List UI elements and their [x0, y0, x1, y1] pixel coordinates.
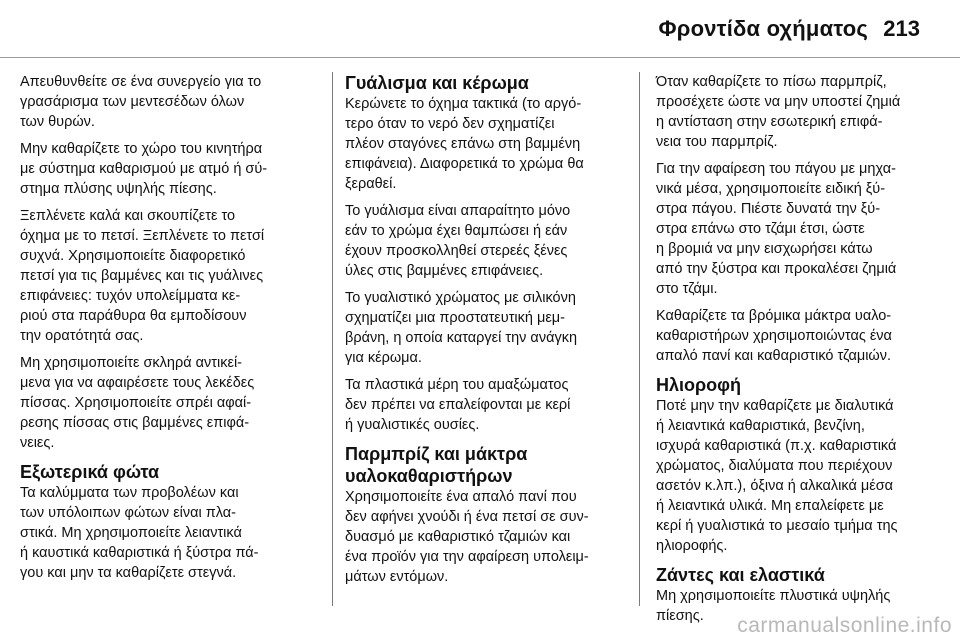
heading-sunroof: Ηλιοροφή	[656, 375, 742, 395]
paragraph-door-hinges: Απευθυνθείτε σε ένα συνεργείο για το γρασάρισμα των μεντεσέδων όλων των θυρών.	[20, 74, 262, 130]
paragraph-silicone-polish: Το γυαλιστικό χρώματος με σιλικόνη σχηματίζει μια προστατευτική μεμ- βράνη, η οποία καταργεί την ανάγκη για κέρωμα.	[345, 290, 578, 366]
page-header	[0, 0, 960, 56]
text-column-left	[20, 72, 302, 590]
heading-polishing-waxing: Γυάλισμα και κέρωμα	[345, 73, 529, 93]
paragraph-lights-covers: Τα καλύμματα των προβολέων και των υπόλοιπων φώτων είναι πλα- στικά. Μη χρησιμοποιείτε λειαντικά ή καυστικά καθαριστικά ή ξύστρα πά- γου και μην τα καθαρίζετε στεγνά.	[20, 485, 259, 581]
page-number: 213	[883, 16, 920, 41]
paragraph-engine-compartment: Μην καθαρίζετε το χώρο του κινητήρα με σύστημα καθαρισμού με ατμό ή σύ- στημα πλύσης υψηλής πίεσης.	[20, 141, 268, 197]
text-column-right	[656, 72, 946, 633]
page-title: Φροντίδα οχήματος	[658, 16, 868, 41]
paragraph-ice-scraper: Για την αφαίρεση του πάγου με μηχα- νικά μέσα, χρησιμοποιείτε ειδική ξύ- στρα πάγου. Πιέστε δυνατά την ξύ- στρα επάνω στο τζάμι έτσι, ώστε η βρομιά να μην εισχωρήσει κάτω από την ξύστρα και προκαλέσει ζημιά στο τζάμι.	[656, 161, 897, 297]
paragraph-wiper-blades: Καθαρίζετε τα βρόμικα μάκτρα υαλο- καθαριστήρων χρησιμοποιώντας ένα απαλό πανί και καθαριστικό τζαμιών.	[656, 308, 892, 364]
paragraph-tar-stains: Μη χρησιμοποιείτε σκληρά αντικεί- μενα για να αφαιρέσετε τους λεκέδες πίσσας. Χρησιμοποιείτε σπρέι αφαί- ρεσης πίσσας στις βαμμένες επιφά- νειες.	[20, 355, 255, 451]
paragraph-plastic-parts: Τα πλαστικά μέρη του αμαξώματος δεν πρέπει να επαλείφονται με κερί ή γυαλιστικές ουσίες.	[345, 377, 571, 433]
heading-exterior-lights: Εξωτερικά φώτα	[20, 462, 160, 482]
column-divider-1	[332, 72, 333, 606]
column-divider-2	[639, 72, 640, 606]
paragraph-rear-window: Όταν καθαρίζετε το πίσω παρμπρίζ, προσέχετε ώστε να μην υποστεί ζημιά η αντίσταση στην εσωτερική επιφά- νεια του παρμπρίζ.	[656, 74, 901, 150]
watermark: carmanualsonline.info	[737, 614, 952, 637]
heading-windows-wipers: Παρμπρίζ και μάκτρα υαλοκαθαριστήρων	[345, 444, 528, 486]
paragraph-polishing: Το γυάλισμα είναι απαραίτητο μόνο εάν το χρώμα έχει θαμπώσει ή εάν έχουν προσκολληθεί στερεές ξένες ύλες στις βαμμένες επιφάνειες.	[345, 203, 571, 279]
text-column-middle	[345, 72, 629, 594]
header-divider	[0, 57, 960, 58]
heading-wheels-tyres: Ζάντες και ελαστικά	[656, 565, 825, 585]
paragraph-sunroof-care: Ποτέ μην την καθαρίζετε με διαλυτικά ή λειαντικά καθαριστικά, βενζίνη, ισχυρά καθαριστικά (π.χ. καθαριστικά χρώματος, διαλύματα που περιέχουν ασετόν κ.λπ.), όξινα ή αλκαλικά μέσα ή λειαντικά υλικά. Μη επαλείφετε με κερί ή γυαλιστικά το μεσαίο τμήμα της ηλιοροφής.	[656, 398, 898, 554]
paragraph-wheels-pressure: Μη χρησιμοποιείτε πλυστικά υψηλής πίεσης.	[656, 588, 891, 624]
paragraph-waxing: Κερώνετε το όχημα τακτικά (το αργό- τερο όταν το νερό δεν σχηματίζει πλέον σταγόνες επάνω στη βαμμένη επιφάνεια). Διαφορετικά το χρώμα θα ξεραθεί.	[345, 96, 584, 192]
paragraph-windows-cloth: Χρησιμοποιείτε ένα απαλό πανί που δεν αφήνει χνούδι ή ένα πετσί σε συν- δυασμό με καθαριστικό τζαμιών και ένα προϊόν για την αφαίρεση υπολειμ- μάτων εντόμων.	[345, 489, 589, 585]
paragraph-rinse-chamois: Ξεπλένετε καλά και σκουπίζετε το όχημα με το πετσί. Ξεπλένετε το πετσί συχνά. Χρησιμοποιείτε διαφορετικό πετσί για τις βαμμένες και τις γυάλινες επιφάνειες: τυχόν υπολείμματα κε- ριού στα παράθυρα θα εμποδίσουν την ορατότητά σας.	[20, 208, 265, 344]
